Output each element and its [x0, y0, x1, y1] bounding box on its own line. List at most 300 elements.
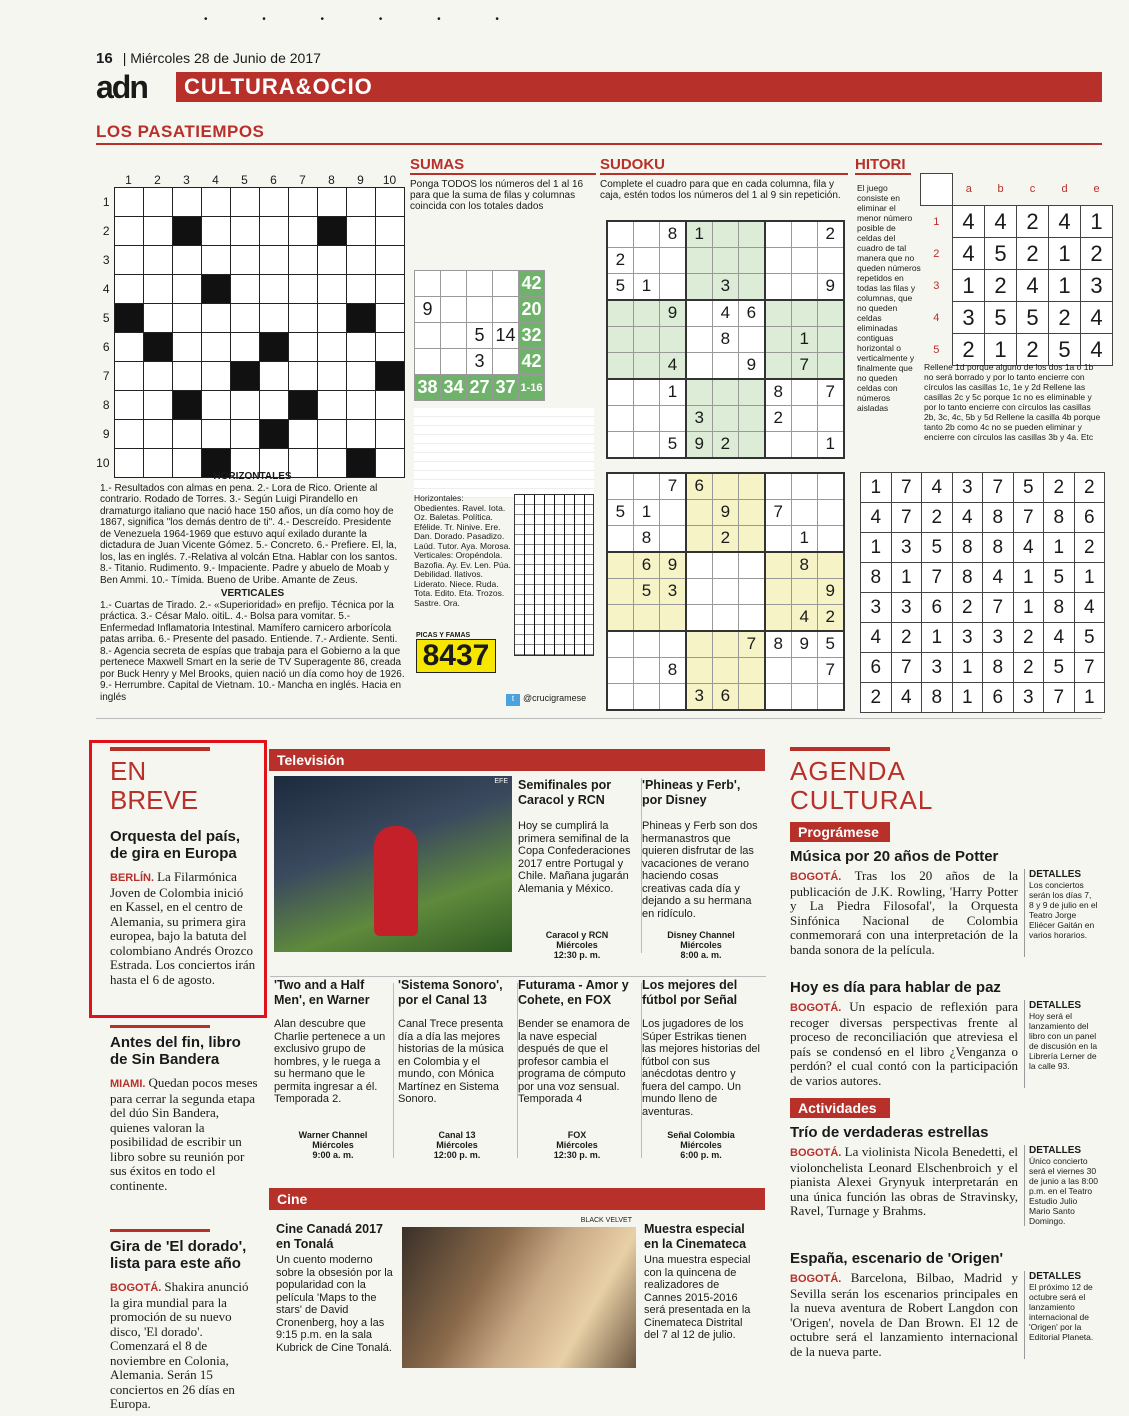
- hitori-cell[interactable]: 4: [953, 206, 985, 238]
- sudoku-cell[interactable]: [633, 352, 659, 378]
- sudoku-cell[interactable]: [607, 405, 633, 431]
- crossword-cell[interactable]: [114, 216, 143, 245]
- sudoku-cell[interactable]: [660, 405, 686, 431]
- crossword-cell[interactable]: [375, 274, 404, 303]
- sudoku-cell[interactable]: [607, 431, 633, 457]
- hitori2-cell[interactable]: 1: [1013, 563, 1044, 593]
- sudoku-cell[interactable]: [738, 247, 764, 273]
- sudoku-cell[interactable]: [712, 552, 738, 578]
- sudoku-cell[interactable]: [738, 552, 764, 578]
- sudoku-cell[interactable]: [660, 683, 686, 709]
- sudoku-cell[interactable]: 5: [633, 578, 659, 604]
- sudoku-cell[interactable]: 8: [765, 379, 791, 405]
- hitori2-cell[interactable]: 4: [1044, 623, 1075, 653]
- crossword-cell[interactable]: [288, 332, 317, 361]
- crossword-cell[interactable]: [259, 245, 288, 274]
- sudoku-cell[interactable]: [817, 247, 843, 273]
- hitori2-cell[interactable]: 3: [861, 593, 892, 623]
- crossword-cell[interactable]: [375, 303, 404, 332]
- hitori2-cell[interactable]: 2: [1013, 623, 1044, 653]
- hitori2-cell[interactable]: 2: [952, 593, 983, 623]
- hitori2-cell[interactable]: 5: [1074, 623, 1105, 653]
- crossword-cell[interactable]: [259, 332, 288, 361]
- sudoku-cell[interactable]: 8: [660, 221, 686, 247]
- hitori2-cell[interactable]: 4: [1074, 593, 1105, 623]
- sudoku-cell[interactable]: [765, 552, 791, 578]
- sudoku-cell[interactable]: [686, 352, 712, 378]
- crossword-cell[interactable]: [317, 303, 346, 332]
- sudoku-cell[interactable]: 1: [633, 499, 659, 525]
- hitori2-cell[interactable]: 4: [952, 503, 983, 533]
- hitori-cell[interactable]: 3: [1081, 270, 1113, 302]
- sudoku-cell[interactable]: [765, 274, 791, 300]
- sudoku-cell[interactable]: [712, 657, 738, 683]
- sudoku-cell[interactable]: [660, 499, 686, 525]
- sudoku-cell[interactable]: [633, 683, 659, 709]
- sudoku-cell[interactable]: [633, 405, 659, 431]
- crossword-cell[interactable]: [317, 245, 346, 274]
- hitori-cell[interactable]: 4: [985, 206, 1017, 238]
- sudoku-cell[interactable]: 3: [686, 405, 712, 431]
- crossword-cell[interactable]: [375, 216, 404, 245]
- sudoku-cell[interactable]: [607, 221, 633, 247]
- hitori2-cell[interactable]: 1: [1074, 563, 1105, 593]
- sudoku-cell[interactable]: [738, 274, 764, 300]
- sudoku-cell[interactable]: 2: [817, 604, 843, 630]
- hitori2-cell[interactable]: 7: [1074, 653, 1105, 683]
- hitori2-cell[interactable]: 3: [1013, 683, 1044, 713]
- sudoku-cell[interactable]: [607, 352, 633, 378]
- crossword-cell[interactable]: [172, 419, 201, 448]
- sudoku-cell[interactable]: [633, 326, 659, 352]
- crossword-cell[interactable]: [346, 419, 375, 448]
- crossword-cell[interactable]: [259, 419, 288, 448]
- sudoku-cell[interactable]: [738, 526, 764, 552]
- sudoku-cell[interactable]: [686, 499, 712, 525]
- sudoku-cell[interactable]: [607, 300, 633, 326]
- sudoku-cell[interactable]: [738, 221, 764, 247]
- hitori2-cell[interactable]: 5: [1013, 473, 1044, 503]
- sudoku-cell[interactable]: [607, 552, 633, 578]
- hitori2-cell[interactable]: 4: [861, 503, 892, 533]
- crossword-cell[interactable]: [346, 274, 375, 303]
- hitori-cell[interactable]: 5: [985, 302, 1017, 334]
- sudoku-cell[interactable]: [791, 379, 817, 405]
- hitori2-cell[interactable]: 8: [983, 653, 1014, 683]
- sudoku-cell[interactable]: [765, 326, 791, 352]
- sudoku-cell[interactable]: [817, 405, 843, 431]
- sudoku-cell[interactable]: 1: [791, 526, 817, 552]
- crossword-cell[interactable]: [230, 419, 259, 448]
- crossword-cell[interactable]: [346, 245, 375, 274]
- crossword-cell[interactable]: [317, 361, 346, 390]
- sudoku-cell[interactable]: 1: [817, 431, 843, 457]
- sudoku-cell[interactable]: 8: [791, 552, 817, 578]
- sudoku-cell[interactable]: [765, 657, 791, 683]
- sudoku-cell[interactable]: 1: [686, 221, 712, 247]
- sudoku-cell[interactable]: 9: [817, 274, 843, 300]
- crossword-cell[interactable]: [375, 361, 404, 390]
- sudoku-cell[interactable]: [660, 326, 686, 352]
- crossword-cell[interactable]: [114, 419, 143, 448]
- crossword-cell[interactable]: [143, 216, 172, 245]
- sudoku-cell[interactable]: [660, 604, 686, 630]
- sudoku-cell[interactable]: 4: [791, 604, 817, 630]
- crossword-cell[interactable]: [259, 187, 288, 216]
- hitori-cell[interactable]: 2: [953, 334, 985, 366]
- crossword-cell[interactable]: [346, 390, 375, 419]
- crossword-cell[interactable]: [201, 361, 230, 390]
- hitori2-cell[interactable]: 1: [1013, 593, 1044, 623]
- crossword-cell[interactable]: [114, 303, 143, 332]
- sumas-cell[interactable]: 3: [467, 349, 493, 375]
- sumas-cell[interactable]: [441, 297, 467, 323]
- sudoku-cell[interactable]: [633, 379, 659, 405]
- hitori2-cell[interactable]: 1: [952, 653, 983, 683]
- hitori2-cell[interactable]: 4: [922, 473, 953, 503]
- hitori2-cell[interactable]: 6: [861, 653, 892, 683]
- crossword-cell[interactable]: [346, 332, 375, 361]
- sumas-cell[interactable]: [415, 271, 441, 297]
- hitori2-cell[interactable]: 1: [922, 623, 953, 653]
- sudoku-cell[interactable]: 1: [660, 379, 686, 405]
- hitori-cell[interactable]: 5: [985, 238, 1017, 270]
- sudoku-cell[interactable]: [817, 326, 843, 352]
- sudoku-cell[interactable]: [607, 379, 633, 405]
- sudoku-cell[interactable]: [765, 352, 791, 378]
- hitori2-cell[interactable]: 2: [1044, 473, 1075, 503]
- hitori2-cell[interactable]: 6: [922, 593, 953, 623]
- hitori2-cell[interactable]: 4: [891, 683, 922, 713]
- hitori2-cell[interactable]: 8: [952, 533, 983, 563]
- sudoku-cell[interactable]: 6: [686, 473, 712, 499]
- hitori-cell[interactable]: 2: [1049, 302, 1081, 334]
- sudoku-cell[interactable]: 8: [633, 526, 659, 552]
- sudoku-cell[interactable]: 9: [738, 352, 764, 378]
- sumas-cell[interactable]: 9: [415, 297, 441, 323]
- crossword-cell[interactable]: [230, 216, 259, 245]
- crossword-cell[interactable]: [230, 390, 259, 419]
- crossword-cell[interactable]: [230, 187, 259, 216]
- sudoku-cell[interactable]: [712, 405, 738, 431]
- crossword-cell[interactable]: [230, 361, 259, 390]
- crossword-cell[interactable]: [288, 245, 317, 274]
- sudoku-cell[interactable]: [633, 473, 659, 499]
- sudoku-cell[interactable]: [686, 326, 712, 352]
- crossword-cell[interactable]: [317, 419, 346, 448]
- crossword-cell[interactable]: [114, 361, 143, 390]
- crossword-cell[interactable]: [346, 216, 375, 245]
- crossword-cell[interactable]: [201, 419, 230, 448]
- sudoku-cell[interactable]: 9: [791, 631, 817, 657]
- crossword-cell[interactable]: [259, 361, 288, 390]
- sudoku-cell[interactable]: [817, 526, 843, 552]
- hitori2-cell[interactable]: 1: [1044, 533, 1075, 563]
- crossword-cell[interactable]: [375, 332, 404, 361]
- sudoku-cell[interactable]: 3: [712, 274, 738, 300]
- sudoku-cell[interactable]: [738, 379, 764, 405]
- sudoku-cell[interactable]: [738, 604, 764, 630]
- hitori2-cell[interactable]: 7: [1013, 503, 1044, 533]
- hitori2-cell[interactable]: 6: [983, 683, 1014, 713]
- hitori2-cell[interactable]: 8: [952, 563, 983, 593]
- hitori2-cell[interactable]: 7: [891, 473, 922, 503]
- sudoku-cell[interactable]: 6: [712, 683, 738, 709]
- crossword-cell[interactable]: [375, 245, 404, 274]
- crossword-cell[interactable]: [201, 303, 230, 332]
- sudoku-cell[interactable]: 1: [791, 326, 817, 352]
- sudoku-cell[interactable]: 1: [633, 274, 659, 300]
- crossword-cell[interactable]: [201, 245, 230, 274]
- hitori2-cell[interactable]: 2: [1074, 533, 1105, 563]
- sumas-cell[interactable]: 14: [493, 323, 519, 349]
- crossword-cell[interactable]: [317, 390, 346, 419]
- sudoku-cell[interactable]: 8: [765, 631, 791, 657]
- hitori-cell[interactable]: 2: [1017, 238, 1049, 270]
- sudoku-cell[interactable]: [607, 631, 633, 657]
- sudoku-cell[interactable]: [791, 405, 817, 431]
- crossword-cell[interactable]: [230, 303, 259, 332]
- crossword-cell[interactable]: [114, 274, 143, 303]
- hitori2-cell[interactable]: 3: [952, 623, 983, 653]
- sudoku-cell[interactable]: [765, 431, 791, 457]
- sudoku-cell[interactable]: [607, 326, 633, 352]
- hitori2-cell[interactable]: 8: [861, 563, 892, 593]
- hitori2-cell[interactable]: 7: [891, 503, 922, 533]
- sumas-cell[interactable]: [415, 323, 441, 349]
- sudoku-cell[interactable]: [607, 578, 633, 604]
- sudoku-cell[interactable]: 2: [712, 526, 738, 552]
- crossword-cell[interactable]: [114, 390, 143, 419]
- sudoku-cell[interactable]: 7: [817, 379, 843, 405]
- hitori2-cell[interactable]: 8: [983, 533, 1014, 563]
- crossword-cell[interactable]: [375, 187, 404, 216]
- sudoku-cell[interactable]: 6: [738, 300, 764, 326]
- sudoku-cell[interactable]: [660, 526, 686, 552]
- sudoku-cell[interactable]: [765, 604, 791, 630]
- sumas-cell[interactable]: [493, 297, 519, 323]
- sudoku-cell[interactable]: 9: [712, 499, 738, 525]
- sudoku-cell[interactable]: [686, 578, 712, 604]
- sudoku-cell[interactable]: 7: [791, 352, 817, 378]
- sudoku-cell[interactable]: 8: [712, 326, 738, 352]
- hitori2-cell[interactable]: 8: [1044, 593, 1075, 623]
- sudoku-cell[interactable]: 2: [817, 221, 843, 247]
- hitori2-cell[interactable]: 3: [983, 623, 1014, 653]
- hitori-cell[interactable]: 4: [1017, 270, 1049, 302]
- hitori2-cell[interactable]: 1: [891, 563, 922, 593]
- hitori2-cell[interactable]: 4: [861, 623, 892, 653]
- hitori2-cell[interactable]: 3: [891, 593, 922, 623]
- sudoku-cell[interactable]: [633, 431, 659, 457]
- hitori-cell[interactable]: 4: [1049, 206, 1081, 238]
- crossword-cell[interactable]: [143, 303, 172, 332]
- sudoku-cell[interactable]: [607, 657, 633, 683]
- hitori2-cell[interactable]: 2: [891, 623, 922, 653]
- sudoku-cell[interactable]: [686, 657, 712, 683]
- sudoku-cell[interactable]: 6: [633, 552, 659, 578]
- crossword-cell[interactable]: [172, 216, 201, 245]
- crossword-cell[interactable]: [172, 303, 201, 332]
- sudoku-cell[interactable]: [712, 221, 738, 247]
- sudoku-cell[interactable]: 2: [712, 431, 738, 457]
- sumas-cell[interactable]: [493, 349, 519, 375]
- crossword-cell[interactable]: [288, 390, 317, 419]
- hitori2-cell[interactable]: 1: [861, 473, 892, 503]
- crossword-cell[interactable]: [346, 303, 375, 332]
- hitori2-cell[interactable]: 8: [1044, 503, 1075, 533]
- hitori2-cell[interactable]: 2: [1074, 473, 1105, 503]
- sudoku-cell[interactable]: [817, 300, 843, 326]
- sudoku-cell[interactable]: [791, 683, 817, 709]
- sudoku-cell[interactable]: [633, 657, 659, 683]
- sudoku-cell[interactable]: [712, 604, 738, 630]
- hitori-cell[interactable]: 4: [1081, 334, 1113, 366]
- sudoku-cell[interactable]: [738, 405, 764, 431]
- sudoku-cell[interactable]: [686, 631, 712, 657]
- hitori2-cell[interactable]: 5: [1044, 563, 1075, 593]
- sudoku-cell[interactable]: [686, 552, 712, 578]
- sudoku-cell[interactable]: 9: [660, 552, 686, 578]
- hitori-cell[interactable]: 2: [985, 270, 1017, 302]
- sudoku-cell[interactable]: [765, 300, 791, 326]
- sudoku-cell[interactable]: [633, 631, 659, 657]
- crossword-cell[interactable]: [172, 390, 201, 419]
- sumas-cell[interactable]: 5: [467, 323, 493, 349]
- sudoku-cell[interactable]: 2: [607, 247, 633, 273]
- sudoku-cell[interactable]: 3: [686, 683, 712, 709]
- hitori-cell[interactable]: 2: [1017, 206, 1049, 238]
- sudoku-cell[interactable]: 9: [686, 431, 712, 457]
- hitori-cell[interactable]: 2: [1017, 334, 1049, 366]
- hitori-cell[interactable]: 4: [1081, 302, 1113, 334]
- sudoku-cell[interactable]: [712, 473, 738, 499]
- hitori2-cell[interactable]: 3: [891, 533, 922, 563]
- sudoku-cell[interactable]: [712, 631, 738, 657]
- hitori-cell[interactable]: 1: [1049, 270, 1081, 302]
- hitori-cell[interactable]: 3: [953, 302, 985, 334]
- crossword-cell[interactable]: [375, 390, 404, 419]
- sudoku-cell[interactable]: [791, 247, 817, 273]
- sudoku-cell[interactable]: [738, 499, 764, 525]
- crossword-cell[interactable]: [317, 274, 346, 303]
- sudoku-cell[interactable]: [791, 221, 817, 247]
- sudoku-cell[interactable]: 7: [817, 657, 843, 683]
- sudoku-cell[interactable]: [817, 552, 843, 578]
- crossword-cell[interactable]: [172, 361, 201, 390]
- sudoku-cell[interactable]: [791, 473, 817, 499]
- sudoku-cell[interactable]: 4: [712, 300, 738, 326]
- crossword-cell[interactable]: [143, 361, 172, 390]
- sudoku-cell[interactable]: 9: [817, 578, 843, 604]
- sudoku-cell[interactable]: 5: [607, 499, 633, 525]
- sudoku-cell[interactable]: [817, 499, 843, 525]
- sudoku-cell[interactable]: [765, 247, 791, 273]
- crossword-cell[interactable]: [201, 187, 230, 216]
- sudoku-cell[interactable]: [712, 247, 738, 273]
- sudoku-cell[interactable]: [738, 326, 764, 352]
- crossword-cell[interactable]: [346, 361, 375, 390]
- sumas-cell[interactable]: [467, 271, 493, 297]
- sudoku-cell[interactable]: [607, 526, 633, 552]
- sudoku-cell[interactable]: [633, 604, 659, 630]
- crossword-cell[interactable]: [259, 216, 288, 245]
- crossword-cell[interactable]: [346, 187, 375, 216]
- crossword-cell[interactable]: [259, 274, 288, 303]
- crossword-cell[interactable]: [288, 187, 317, 216]
- crossword-cell[interactable]: [172, 332, 201, 361]
- sudoku-cell[interactable]: [712, 578, 738, 604]
- hitori2-cell[interactable]: 2: [922, 503, 953, 533]
- hitori2-cell[interactable]: 2: [1013, 653, 1044, 683]
- sudoku-cell[interactable]: [817, 473, 843, 499]
- hitori2-cell[interactable]: 6: [1074, 503, 1105, 533]
- crossword-cell[interactable]: [317, 216, 346, 245]
- sudoku-cell[interactable]: [791, 431, 817, 457]
- sumas-cell[interactable]: [441, 323, 467, 349]
- hitori2-cell[interactable]: 3: [922, 653, 953, 683]
- crossword-cell[interactable]: [143, 390, 172, 419]
- crossword-cell[interactable]: [172, 245, 201, 274]
- sudoku-cell[interactable]: [686, 247, 712, 273]
- hitori2-cell[interactable]: 7: [983, 473, 1014, 503]
- sumas-cell[interactable]: [467, 297, 493, 323]
- sumas-cell[interactable]: [441, 349, 467, 375]
- sudoku-cell[interactable]: [607, 604, 633, 630]
- hitori2-cell[interactable]: 4: [983, 563, 1014, 593]
- sudoku-cell[interactable]: 4: [660, 352, 686, 378]
- crossword-cell[interactable]: [259, 303, 288, 332]
- crossword-cell[interactable]: [143, 187, 172, 216]
- crossword-cell[interactable]: [201, 274, 230, 303]
- crossword-cell[interactable]: [259, 390, 288, 419]
- hitori2-cell[interactable]: 1: [952, 683, 983, 713]
- sudoku-cell[interactable]: [738, 431, 764, 457]
- hitori2-cell[interactable]: 5: [1044, 653, 1075, 683]
- sudoku-cell[interactable]: [660, 247, 686, 273]
- sudoku-cell[interactable]: [686, 526, 712, 552]
- sudoku-cell[interactable]: [765, 221, 791, 247]
- sudoku-cell[interactable]: [817, 352, 843, 378]
- sudoku-cell[interactable]: [686, 604, 712, 630]
- crossword-cell[interactable]: [288, 303, 317, 332]
- sudoku-cell[interactable]: [633, 247, 659, 273]
- sudoku-cell[interactable]: [633, 300, 659, 326]
- sudoku-cell[interactable]: [765, 578, 791, 604]
- hitori-cell[interactable]: 5: [1017, 302, 1049, 334]
- crossword-cell[interactable]: [288, 274, 317, 303]
- sudoku-cell[interactable]: [791, 274, 817, 300]
- sudoku-cell[interactable]: [712, 352, 738, 378]
- sudoku-cell[interactable]: [765, 683, 791, 709]
- sudoku-cell[interactable]: [738, 578, 764, 604]
- sudoku-cell[interactable]: 7: [765, 499, 791, 525]
- sudoku-cell[interactable]: [817, 683, 843, 709]
- sudoku-cell[interactable]: [686, 274, 712, 300]
- hitori2-cell[interactable]: 2: [861, 683, 892, 713]
- sudoku-cell[interactable]: [738, 683, 764, 709]
- crossword-cell[interactable]: [230, 274, 259, 303]
- hitori2-cell[interactable]: 8: [922, 683, 953, 713]
- sudoku-cell[interactable]: 5: [817, 631, 843, 657]
- crossword-cell[interactable]: [230, 332, 259, 361]
- crossword-cell[interactable]: [143, 274, 172, 303]
- crossword-cell[interactable]: [201, 216, 230, 245]
- sudoku-cell[interactable]: [791, 657, 817, 683]
- sudoku-cell[interactable]: [738, 473, 764, 499]
- crossword-cell[interactable]: [172, 274, 201, 303]
- sudoku-cell[interactable]: [686, 379, 712, 405]
